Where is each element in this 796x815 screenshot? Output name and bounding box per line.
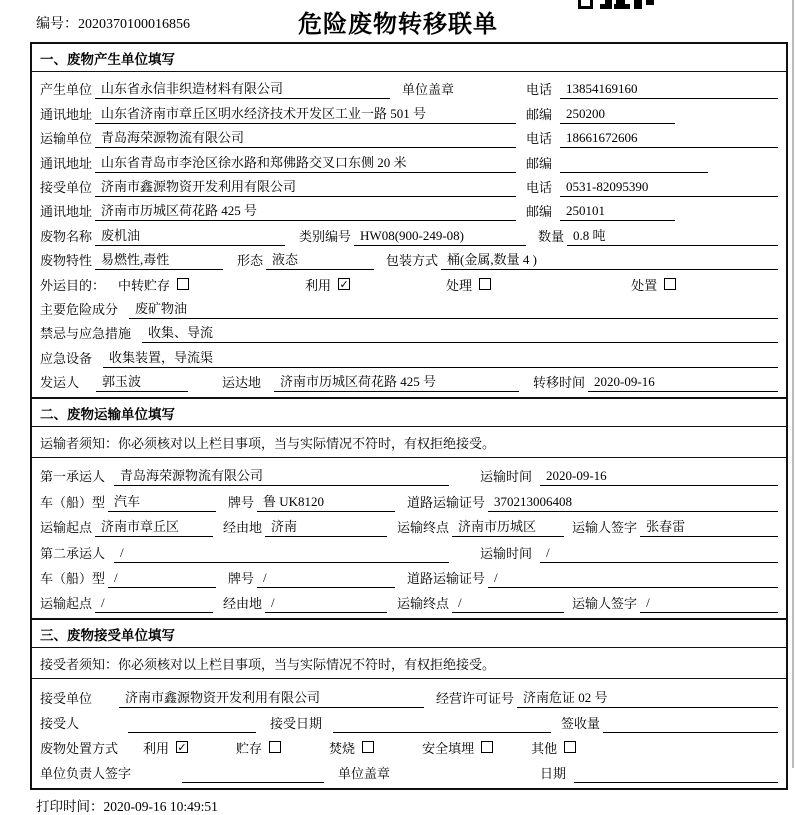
row-transporter-address xyxy=(40,148,778,172)
receiver-notice: 接受者须知：你必须核对以上栏目事项，当与实际情况不符时，有权拒绝接受。 xyxy=(32,648,786,679)
quantity-label: 数量 xyxy=(538,228,565,244)
transport-time2-value: / xyxy=(540,545,778,563)
date-label: 日期 xyxy=(540,766,567,782)
checkbox-dispose xyxy=(664,278,676,290)
carrier1-label: 第一承运人 xyxy=(40,469,106,485)
row-accept-unit xyxy=(40,682,778,707)
row-route2 xyxy=(40,588,778,613)
destination-value: 济南市历城区荷花路 425 号 xyxy=(274,371,519,392)
transport-time-label: 运输时间 xyxy=(480,469,533,485)
receiver-zip-value: 250101 xyxy=(560,203,675,221)
accept-unit-value: 济南市鑫源物资开发利用有限公司 xyxy=(119,687,424,708)
row-receiver-address xyxy=(40,197,778,221)
row-acceptor xyxy=(40,708,778,733)
hazard-label: 主要危险成分 xyxy=(40,301,119,317)
section-receiver xyxy=(32,618,786,788)
received-qty-label: 签收量 xyxy=(561,715,601,731)
carrier-sign-label: 运输人签字 xyxy=(572,596,638,612)
carrier1-value: 青岛海荣源物流有限公司 xyxy=(114,465,449,486)
checkbox-storage xyxy=(177,278,189,290)
end1-value: 济南市历城区 xyxy=(452,516,564,537)
checkbox-disposal-utilize-checked: ✓ xyxy=(177,740,187,754)
packing-label: 包装方式 xyxy=(386,253,439,269)
manifest-form xyxy=(30,42,788,790)
vehicle-type-label: 车（船）型 xyxy=(40,571,106,587)
row-receiver xyxy=(40,173,778,197)
waste-name-value: 废机油 xyxy=(95,225,285,246)
checkbox-disposal-other xyxy=(564,741,576,753)
transporter-address-value: 山东省青岛市李沧区徐水路和郑佛路交叉口东侧 20 米 xyxy=(95,152,516,173)
row-transporter xyxy=(40,124,778,148)
carrier-sign1-value: 张春雷 xyxy=(640,516,778,537)
section-producer-title: 一、废物产生单位填写 xyxy=(32,44,786,72)
end-label: 运输终点 xyxy=(397,520,450,536)
receiver-value: 济南市鑫源物资开发利用有限公司 xyxy=(95,176,516,197)
receiver-label: 接受单位 xyxy=(40,179,93,195)
plate-label: 牌号 xyxy=(228,494,255,510)
vehicle2-value: / xyxy=(108,570,216,588)
transport-time1-value: 2020-09-16 xyxy=(540,468,778,486)
taboo-value: 收集、导流 xyxy=(142,322,778,343)
row-vehicle2 xyxy=(40,563,778,588)
taboo-label: 禁忌与应急措施 xyxy=(40,326,132,342)
checkbox-disposal-incinerate xyxy=(362,741,374,753)
row-disposal-method xyxy=(40,733,778,758)
disposal-option-incinerate: 焚烧 xyxy=(329,738,374,758)
equipment-label: 应急设备 xyxy=(40,350,93,366)
hazard-value: 废矿物油 xyxy=(129,298,778,319)
destination-label: 运达地 xyxy=(222,375,262,391)
page-title: 危险废物转移联单 xyxy=(298,10,498,38)
end2-value: / xyxy=(452,595,564,613)
carrier2-value: / xyxy=(114,545,449,563)
purpose-option-dispose: 处置 xyxy=(631,275,676,295)
phone-label: 电话 xyxy=(526,179,553,195)
acceptor-label: 接受人 xyxy=(40,715,80,731)
disposal-option-utilize: 利用 ✓ xyxy=(143,740,187,756)
row-vehicle1 xyxy=(40,486,778,511)
plate-label: 牌号 xyxy=(228,571,255,587)
row-producer xyxy=(40,75,778,99)
consignor-label: 发运人 xyxy=(40,375,80,391)
vehicle-type-label: 车（船）型 xyxy=(40,494,106,510)
producer-address-value: 山东省济南市章丘区明水经济技术开发区工业一路 501 号 xyxy=(95,103,516,124)
section-producer xyxy=(32,44,786,397)
transport-time-label: 运输时间 xyxy=(480,545,533,561)
carrier-sign-label: 运输人签字 xyxy=(572,520,638,536)
transfer-time-value: 2020-09-16 xyxy=(588,374,778,392)
producer-phone-value: 13854169160 xyxy=(560,81,778,99)
row-route1 xyxy=(40,512,778,537)
disposal-label: 废物处置方式 xyxy=(40,740,119,756)
accept-date-value xyxy=(333,716,551,733)
transporter-notice: 运输者须知：你必须核对以上栏目事项，当与实际情况不符时，有权拒绝接受。 xyxy=(32,427,786,458)
disposal-option-other: 其他 xyxy=(531,738,576,758)
transfer-time-label: 转移时间 xyxy=(533,375,586,391)
road-cert1-value: 370213006408 xyxy=(488,494,778,512)
row-hazard-components xyxy=(40,295,778,319)
manifest-number-value: 2020370100016856 xyxy=(78,17,190,32)
carrier2-label: 第二承运人 xyxy=(40,545,106,561)
section-transporter xyxy=(32,397,786,618)
unit-seal-label: 单位盖章 xyxy=(338,766,391,782)
document-header xyxy=(0,0,796,42)
packing-value: 桶(金属,数量 4 ) xyxy=(441,249,778,270)
checkbox-disposal-store xyxy=(269,741,281,753)
row-waste-character xyxy=(40,246,778,270)
row-responsible-sign xyxy=(40,758,778,783)
received-qty-value xyxy=(603,716,778,733)
transporter-phone-value: 18661672606 xyxy=(560,130,778,148)
zip-label: 邮编 xyxy=(526,155,553,171)
phone-label: 电话 xyxy=(526,131,553,147)
via-label: 经由地 xyxy=(223,520,263,536)
transporter-zip-value xyxy=(560,156,708,173)
row-taboo-measures xyxy=(40,319,778,343)
unit-seal-label: 单位盖章 xyxy=(402,82,455,98)
via2-value: / xyxy=(265,595,387,613)
date-value xyxy=(574,766,778,783)
vehicle1-value: 汽车 xyxy=(108,491,216,512)
road-cert-label: 道路运输证号 xyxy=(407,571,486,587)
page-edge-line xyxy=(792,0,794,768)
origin-label: 运输起点 xyxy=(40,596,93,612)
transporter-value: 青岛海荣源物流有限公司 xyxy=(95,127,516,148)
purpose-option-storage: 中转贮存 xyxy=(118,275,189,295)
zip-label: 邮编 xyxy=(526,106,553,122)
end-label: 运输终点 xyxy=(397,596,450,612)
address-label: 通讯地址 xyxy=(40,106,93,122)
acceptor-value xyxy=(128,716,256,733)
origin2-value: / xyxy=(95,595,213,613)
purpose-label: 外运目的： xyxy=(40,277,106,293)
consignor-value: 郭玉波 xyxy=(96,371,188,392)
via1-value: 济南 xyxy=(265,516,387,537)
row-emergency-equipment xyxy=(40,343,778,367)
row-consignor xyxy=(40,368,778,392)
category-label: 类别编号 xyxy=(299,228,352,244)
transporter-label: 运输单位 xyxy=(40,131,93,147)
plate1-value: 鲁 UK8120 xyxy=(257,491,395,512)
phone-label: 电话 xyxy=(526,82,553,98)
producer-label: 产生单位 xyxy=(40,82,93,98)
manifest-number-label: 编号： xyxy=(36,17,78,32)
receiver-address-value: 济南市历城区荷花路 425 号 xyxy=(95,200,516,221)
purpose-option-treat: 处理 xyxy=(446,275,491,295)
address-label: 通讯地址 xyxy=(40,204,93,220)
print-time-value: 2020-09-16 10:49:51 xyxy=(103,799,218,815)
accept-date-label: 接受日期 xyxy=(270,715,323,731)
producer-zip-value: 250200 xyxy=(560,106,675,124)
responsible-sign-value xyxy=(182,766,324,783)
road-cert2-value: / xyxy=(488,570,778,588)
row-waste-name xyxy=(40,221,778,245)
row-second-carrier xyxy=(40,537,778,562)
row-producer-address xyxy=(40,99,778,123)
character-label: 废物特性 xyxy=(40,253,93,269)
waste-name-label: 废物名称 xyxy=(40,228,93,244)
category-value: HW08(900-249-08) xyxy=(354,228,526,246)
responsible-sign-label: 单位负责人签字 xyxy=(40,766,132,782)
origin1-value: 济南市章丘区 xyxy=(95,516,213,537)
disposal-option-landfill: 安全填埋 xyxy=(422,738,493,758)
producer-value: 山东省永信非织造材料有限公司 xyxy=(95,78,390,99)
form-value: 液态 xyxy=(266,249,374,270)
form-label: 形态 xyxy=(237,253,264,269)
print-time xyxy=(36,795,796,815)
section-receiver-title: 三、废物接受单位填写 xyxy=(32,620,786,648)
checkbox-treat xyxy=(479,278,491,290)
purpose-option-utilize: 利用 ✓ xyxy=(305,277,349,293)
accept-unit-label: 接受单位 xyxy=(40,690,93,706)
address-label: 通讯地址 xyxy=(40,155,93,171)
zip-label: 邮编 xyxy=(526,204,553,220)
section-transporter-title: 二、废物运输单位填写 xyxy=(32,399,786,427)
checkbox-utilize-checked: ✓ xyxy=(339,277,349,291)
license-label: 经营许可证号 xyxy=(436,690,515,706)
plate2-value: / xyxy=(257,570,395,588)
checkbox-disposal-landfill xyxy=(481,741,493,753)
disposal-option-store: 贮存 xyxy=(236,738,281,758)
row-transfer-purpose xyxy=(40,270,778,294)
receiver-phone-value: 0531-82095390 xyxy=(560,179,778,197)
equipment-value: 收集装置，导流渠 xyxy=(103,347,778,368)
print-time-label: 打印时间： xyxy=(36,799,104,815)
row-first-carrier xyxy=(40,461,778,486)
origin-label: 运输起点 xyxy=(40,520,93,536)
carrier-sign2-value: / xyxy=(640,595,778,613)
via-label: 经由地 xyxy=(223,596,263,612)
character-value: 易燃性,毒性 xyxy=(95,249,223,270)
road-cert-label: 道路运输证号 xyxy=(407,494,486,510)
license-value: 济南危证 02 号 xyxy=(517,687,778,708)
quantity-value: 0.8 吨 xyxy=(567,225,778,246)
